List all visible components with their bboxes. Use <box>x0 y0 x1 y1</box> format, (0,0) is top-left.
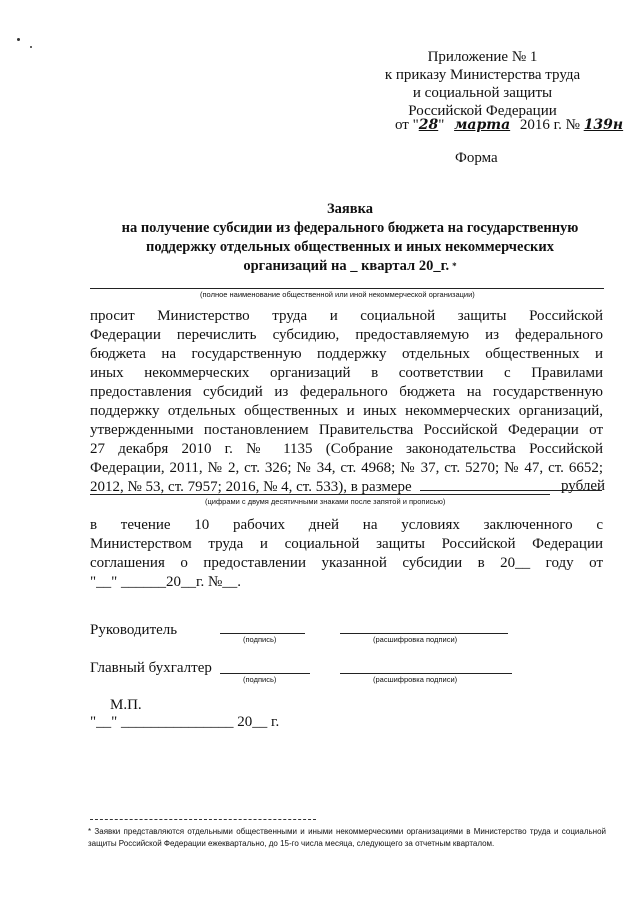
body-line: Федерации перечислить субсидию, предоставляемую из федерального <box>90 327 603 343</box>
head-decryption-line[interactable] <box>340 633 508 634</box>
amount-words-field-line[interactable] <box>90 494 550 495</box>
handwritten-month: марта <box>454 117 511 133</box>
body-line: поддержку отдельных общественных и иных некоммерческих организаций, <box>90 403 603 419</box>
body-line: утвержденными постановлением Правительства Российской Федерации от <box>90 422 603 438</box>
date-prefix: от " <box>395 117 419 133</box>
appendix-line: Российской Федерации <box>408 103 557 119</box>
terms-line: соглашения о предоставлении указанной субсидии в 20__ году от <box>90 555 603 571</box>
body-line: 27 декабря 2010 г. № 1135 (Собрание законодательства Российской <box>90 441 603 457</box>
request-paragraph <box>90 307 606 497</box>
rubles-label: рублей <box>561 478 606 494</box>
sign-date: "__" _______________ 20__ г. <box>90 714 280 730</box>
scan-mark <box>30 46 32 48</box>
org-name-field-line[interactable] <box>90 288 604 289</box>
stamp-label: М.П. <box>110 697 142 713</box>
order-date-line <box>395 117 623 134</box>
title-line: поддержку отдельных общественных и иных некоммерческих <box>146 239 554 255</box>
accountant-decryption-line[interactable] <box>340 673 512 674</box>
title-line: на получение субсидии из федерального бюджета на государственную <box>121 220 579 236</box>
terms-paragraph <box>90 516 603 592</box>
appendix-line: Приложение № 1 <box>427 49 538 65</box>
head-decryption-caption: (расшифровка подписи) <box>373 635 458 644</box>
appendix-line: и социальной защиты <box>412 85 553 101</box>
title-line-text: организаций на _ квартал 20_г. <box>243 258 450 274</box>
body-line: 2012, № 53, ст. 7957; 2016, № 4, ст. 533), в размере <box>90 479 412 495</box>
handwritten-order-number: 139н <box>583 117 624 133</box>
terms-line: Министерством труда и социальной защиты Российской Федерации <box>90 536 603 552</box>
form-label: Форма <box>455 150 498 166</box>
date-year: 2016 г. № <box>516 117 584 133</box>
accountant-decryption-caption: (расшифровка подписи) <box>373 675 458 684</box>
accountant-signature-line[interactable] <box>220 673 310 674</box>
amount-caption: (цифрами с двумя десятичными знаками после запятой и прописью) <box>205 497 446 506</box>
head-signature-line[interactable] <box>220 633 305 634</box>
org-name-caption: (полное наименование общественной или иной некоммерческой организации) <box>200 290 475 299</box>
body-line: Федерации, 2011, № 2, ст. 326; № 34, ст. 4968; № 37, ст. 5270; № 47, ст. 6652; <box>90 460 603 476</box>
terms-line: в течение 10 рабочих дней на условиях заключенного с <box>90 517 603 533</box>
accountant-signature-caption: (подпись) <box>243 675 277 684</box>
footnote-separator <box>90 819 316 820</box>
title-line <box>90 257 610 276</box>
body-line: бюджета на государственную поддержку отдельных общественных и <box>90 346 603 362</box>
footnote-mark: * <box>452 261 457 271</box>
head-signature-caption: (подпись) <box>243 635 277 644</box>
terms-line: "__" ______20__г. №__. <box>90 574 242 590</box>
scan-mark <box>17 38 20 41</box>
body-line: просит Министерство труда и социальной защиты Российской <box>90 308 603 324</box>
handwritten-day: 28 <box>418 117 439 133</box>
title-line: Заявка <box>327 201 373 217</box>
accountant-label: Главный бухгалтер <box>90 660 212 676</box>
document-title <box>90 200 610 276</box>
head-label: Руководитель <box>90 622 178 638</box>
appendix-line: к приказу Министерства труда <box>384 67 581 83</box>
appendix-header <box>365 48 600 120</box>
body-line: иных некоммерческих организаций в соответствии с Правилами <box>90 365 603 381</box>
footnote-text: * Заявки представляются отдельными общественными и иными некоммерческими организациями в Министерство труда и социальной защиты Российской Федерации ежеквартально, до 15-го числа месяца, следующего за отчетным кварталом. <box>88 827 606 848</box>
date-mid: " <box>438 117 449 133</box>
body-line: предоставления субсидий из федерального бюджета на государственную <box>90 384 603 400</box>
